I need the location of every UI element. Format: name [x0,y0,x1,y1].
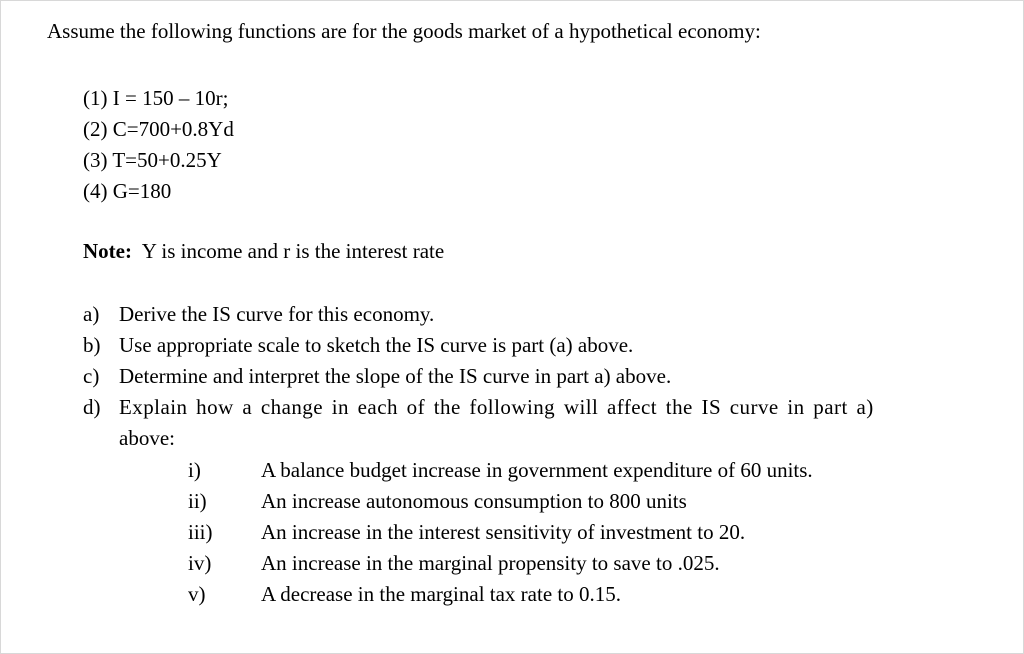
question-d-text: Explain how a change in each of the following will affect the IS curve in part a) [119,395,874,419]
question-a-text: Derive the IS curve for this economy. [119,302,435,326]
equation-4: (4) G=180 [83,179,172,203]
subitem-1-text: A balance budget increase in government expenditure of 60 units. [261,458,813,482]
subitem-2-num: ii) [188,489,207,513]
subitem-1-num: i) [188,458,201,482]
question-b-letter: b) [83,333,101,357]
subitem-2-text: An increase autonomous consumption to 800 units [261,489,687,513]
intro-text: Assume the following functions are for the goods market of a hypothetical economy: [47,19,761,43]
subitem-3-num: iii) [188,520,213,544]
question-c-letter: c) [83,364,100,388]
question-a-letter: a) [83,302,100,326]
question-d-continuation: above: [119,426,175,450]
subitem-3-text: An increase in the interest sensitivity of investment to 20. [261,520,746,544]
equation-1: (1) I = 150 – 10r; [83,86,229,110]
note [83,239,444,263]
subitem-5-num: v) [188,582,206,606]
question-c-text: Determine and interpret the slope of the IS curve in part a) above. [119,364,672,388]
question-b-text: Use appropriate scale to sketch the IS curve is part (a) above. [119,333,634,357]
equation-2: (2) C=700+0.8Yd [83,117,234,141]
subitem-5-text: A decrease in the marginal tax rate to 0.15. [261,582,621,606]
question-d-letter: d) [83,395,101,419]
equation-3: (3) T=50+0.25Y [83,148,222,172]
note-label: Note: [83,239,132,263]
subitem-4-text: An increase in the marginal propensity to save to .025. [261,551,720,575]
subitem-4-num: iv) [188,551,212,575]
note-text: Y is income and r is the interest rate [141,239,445,263]
